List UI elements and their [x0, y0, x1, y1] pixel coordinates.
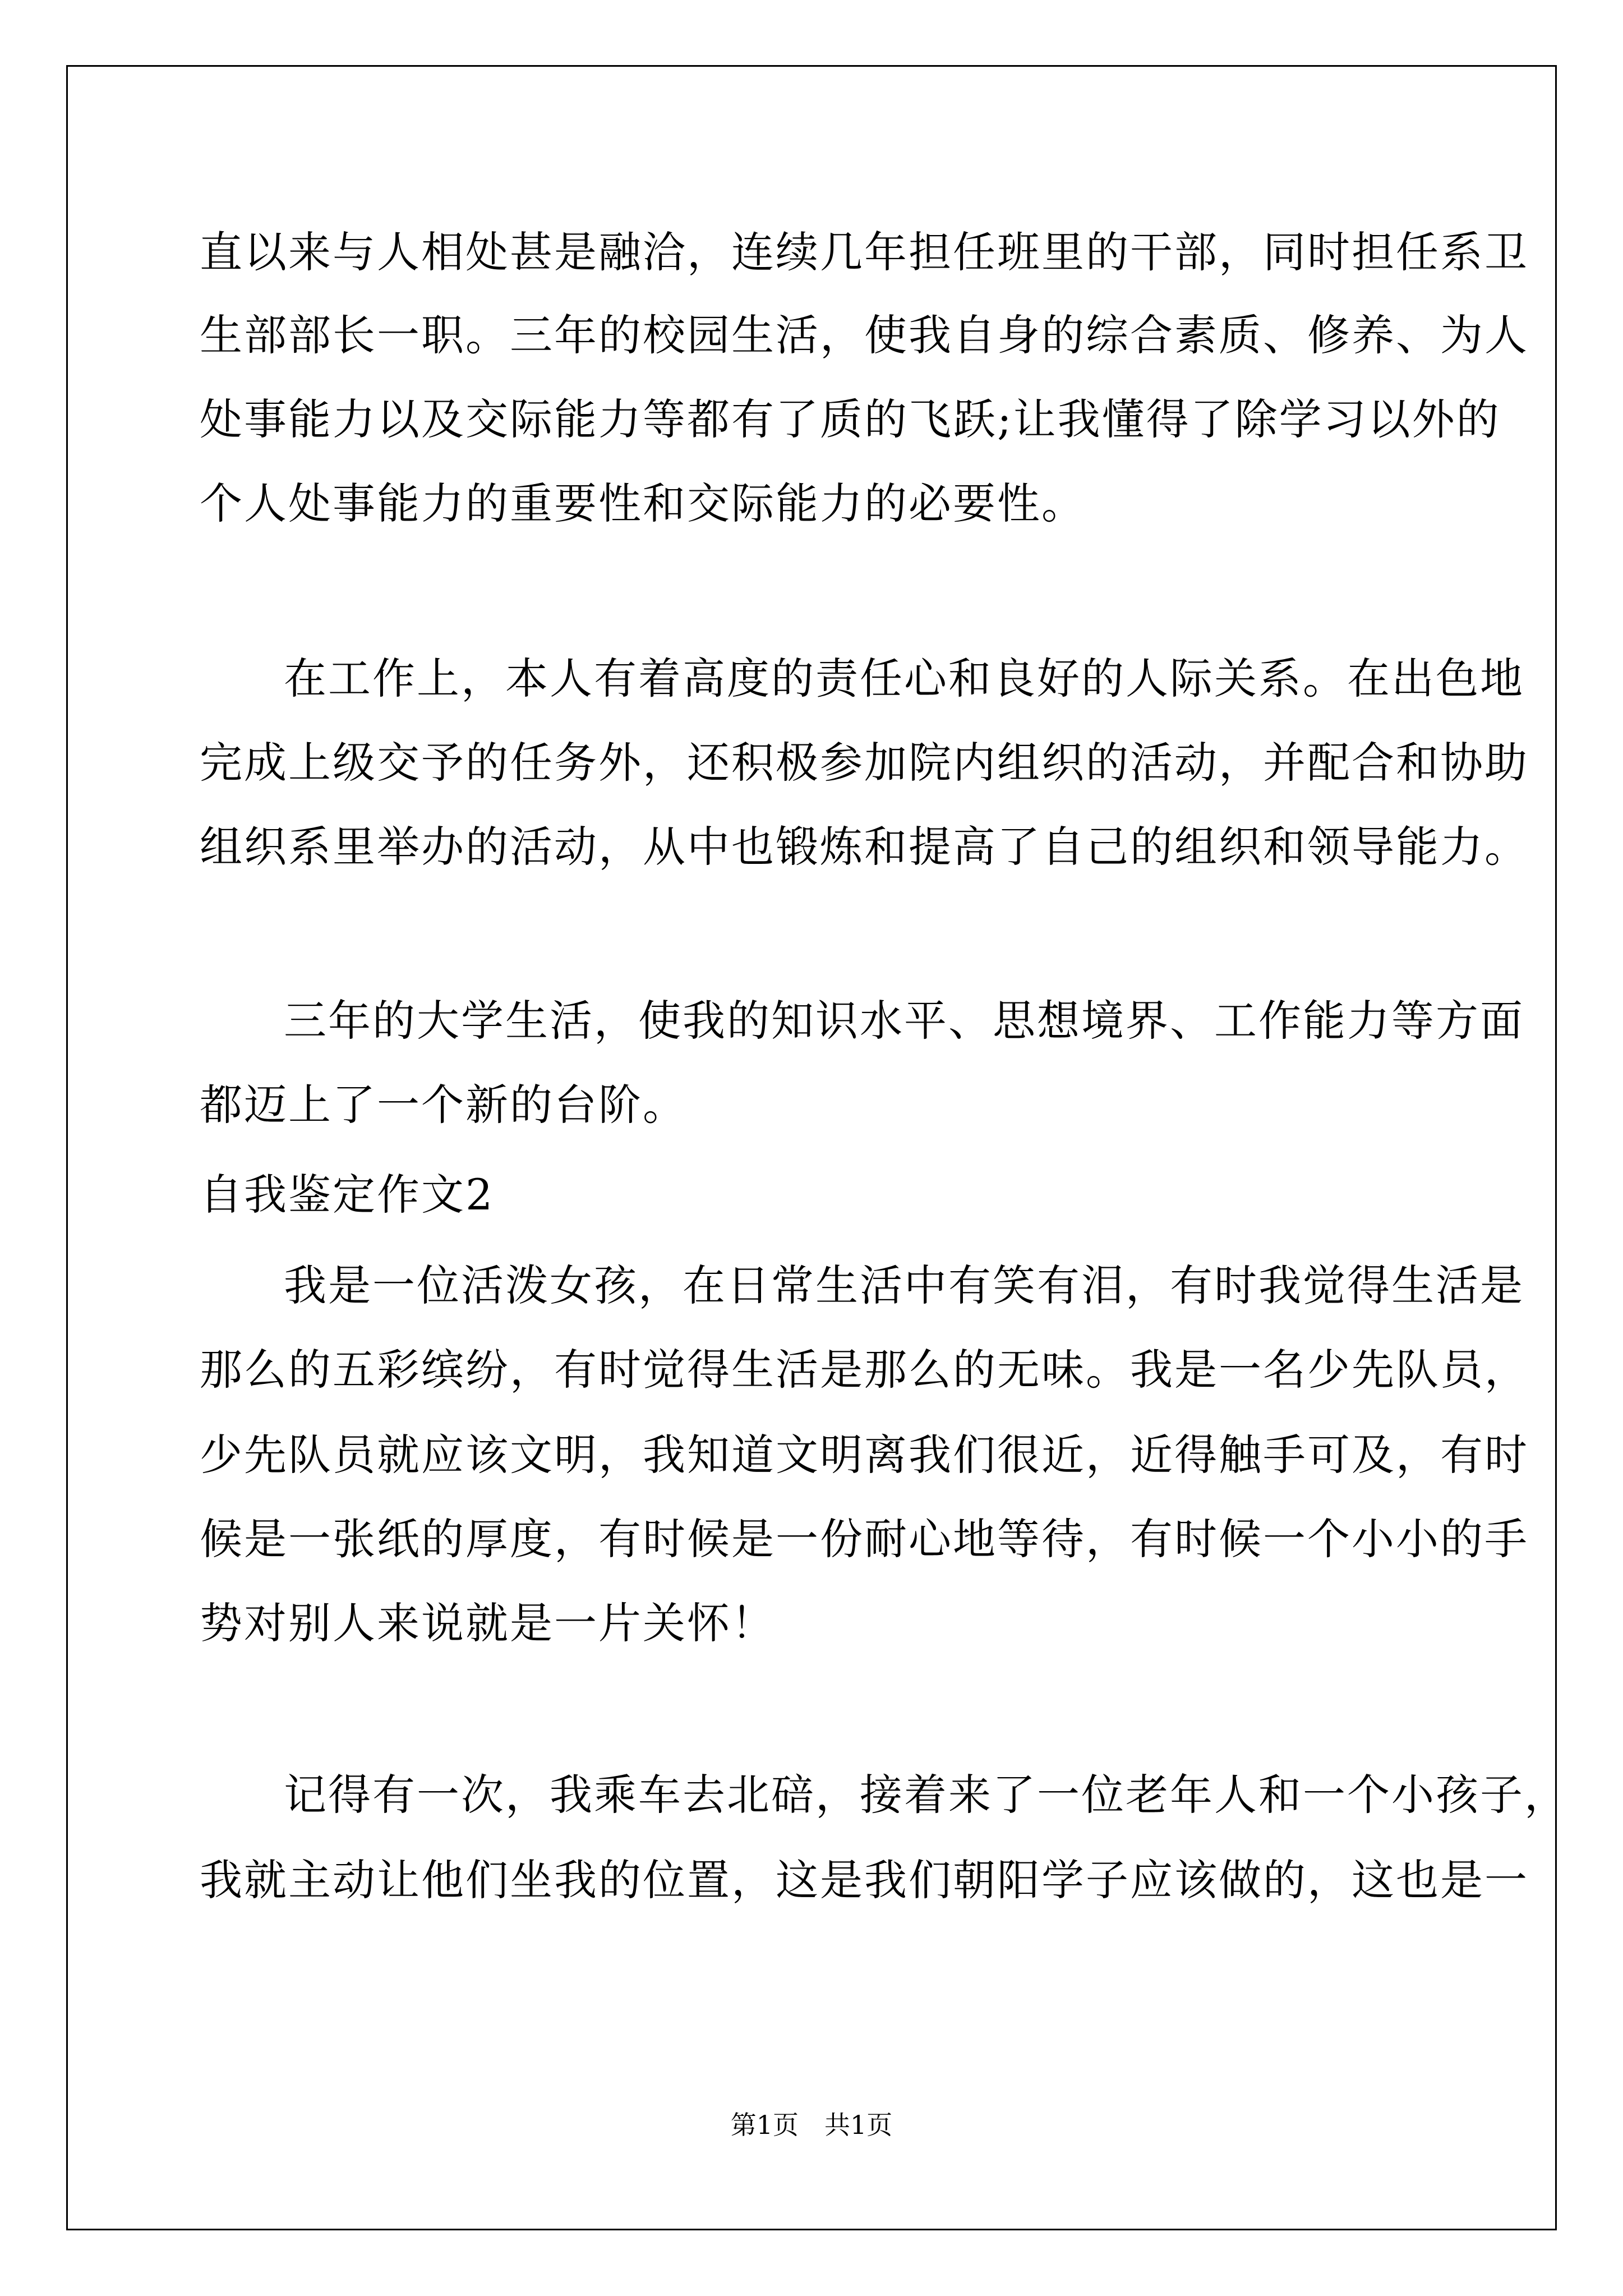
paragraph-line: 那么的五彩缤纷，有时觉得生活是那么的无味。我是一名少先队员，	[200, 1345, 1529, 1395]
page-footer	[0, 2112, 1623, 2138]
paragraph-line: 三年的大学生活，使我的知识水平、思想境界、工作能力等方面	[284, 996, 1524, 1046]
paragraph-line: 完成上级交予的任务外，还积极参加院内组织的活动，并配合和协助	[200, 738, 1529, 788]
paragraph-line: 个人处事能力的重要性和交际能力的必要性。	[200, 478, 1086, 528]
paragraph-line: 都迈上了一个新的台阶。	[200, 1080, 687, 1130]
paragraph-line: 组织系里举办的活动，从中也锻炼和提高了自己的组织和领导能力。	[200, 822, 1529, 872]
section-heading: 自我鉴定作文2	[200, 1170, 495, 1220]
paragraph-line: 在工作上，本人有着高度的责任心和良好的人际关系。在出色地	[284, 654, 1524, 703]
paragraph-line: 候是一张纸的厚度，有时候是一份耐心地等待，有时候一个小小的手	[200, 1514, 1529, 1564]
paragraph-line: 生部部长一职。三年的校园生活，使我自身的综合素质、修养、为人	[200, 310, 1529, 360]
page-number-total: 共1页	[824, 2110, 893, 2140]
paragraph-line: 记得有一次，我乘车去北碚，接着来了一位老年人和一个小孩子，	[284, 1770, 1569, 1820]
page-border	[66, 65, 1557, 2230]
paragraph-line: 势对别人来说就是一片关怀！	[200, 1598, 776, 1648]
paragraph-line: 直以来与人相处甚是融洽，连续几年担任班里的干部，同时担任系卫	[200, 227, 1529, 277]
paragraph-line: 少先队员就应该文明，我知道文明离我们很近，近得触手可及，有时	[200, 1430, 1529, 1480]
page-number-current: 第1页	[730, 2110, 799, 2140]
paragraph-line: 我是一位活泼女孩，在日常生活中有笑有泪，有时我觉得生活是	[284, 1260, 1524, 1310]
paragraph-line: 我就主动让他们坐我的位置，这是我们朝阳学子应该做的，这也是一	[200, 1855, 1529, 1905]
paragraph-line: 处事能力以及交际能力等都有了质的飞跃;让我懂得了除学习以外的	[200, 394, 1501, 444]
